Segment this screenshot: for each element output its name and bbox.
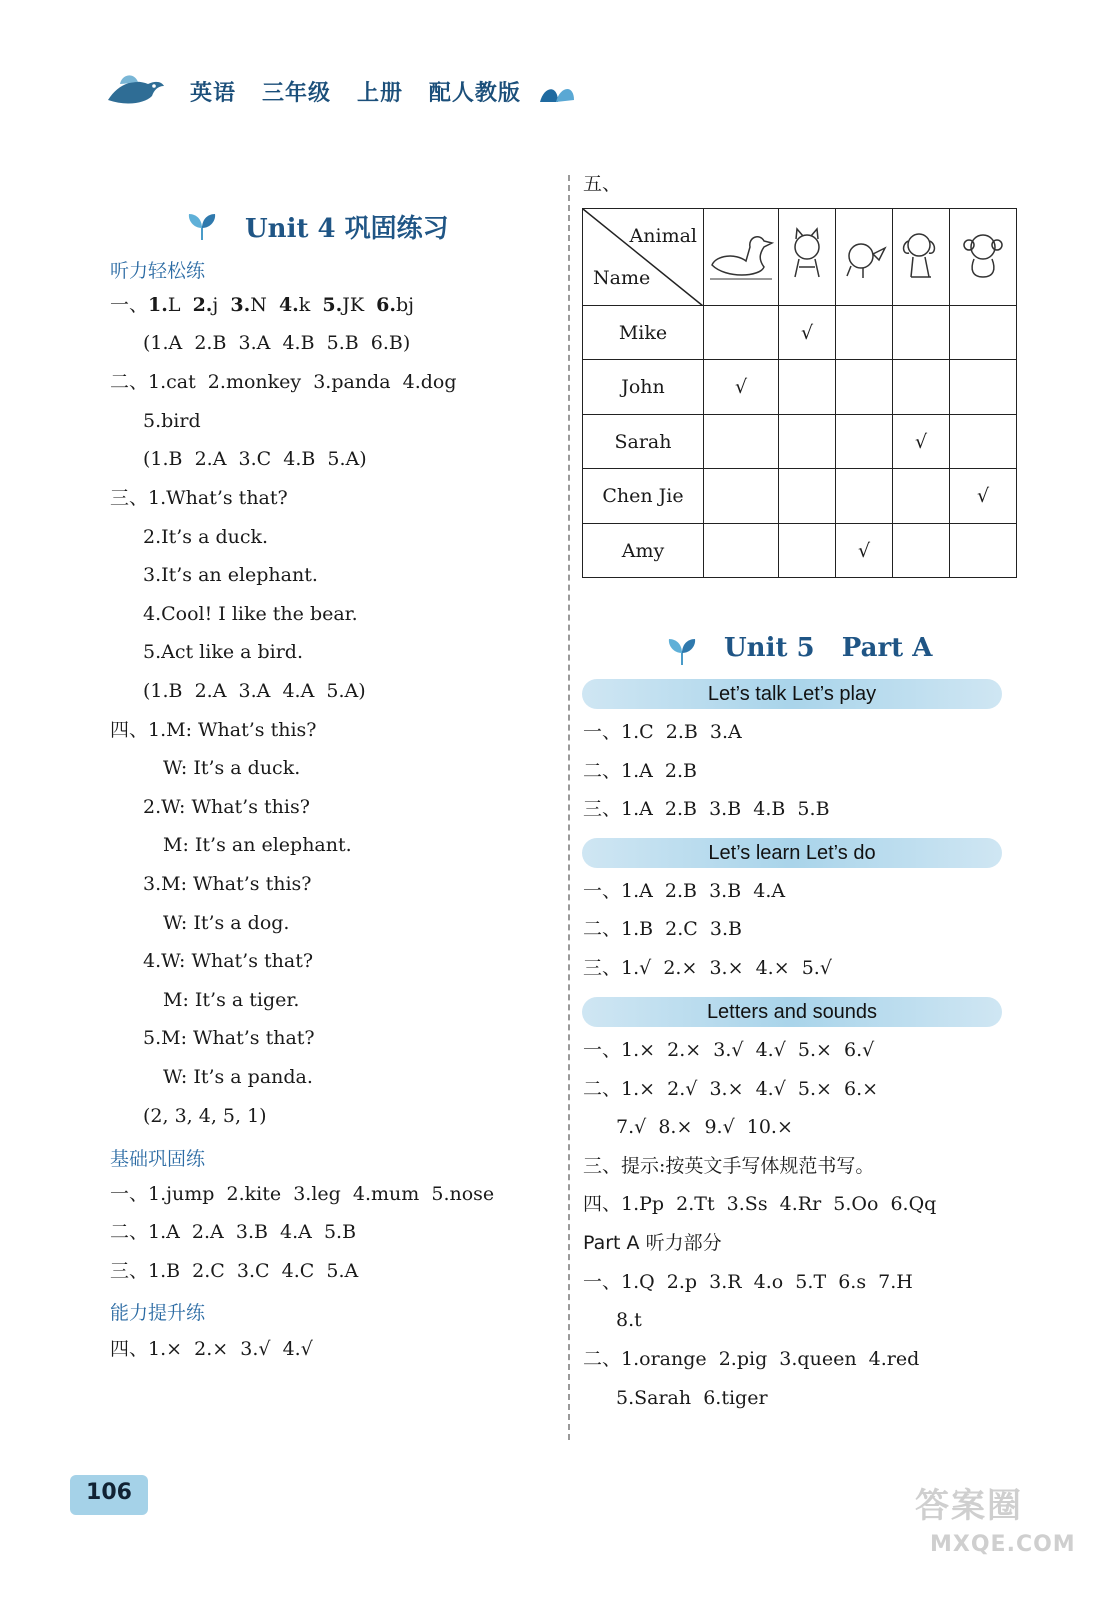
answer-line: Part A 听力部分: [583, 1232, 722, 1254]
answer-line: 四、1.M: What’s this?: [110, 719, 317, 741]
row-name: Chen Jie: [583, 469, 704, 524]
answer-line: (1.B 2.A 3.A 4.A 5.A): [143, 680, 366, 702]
section-advanced: 能力提升练: [110, 1302, 206, 1324]
check-cell: [893, 306, 950, 360]
answer-line: 二、1.orange 2.pig 3.queen 4.red: [583, 1348, 920, 1370]
row-name: Amy: [583, 524, 704, 578]
answer-line: 一、1.A 2.B 3.B 4.A: [583, 880, 786, 902]
answer-line: W: It’s a duck.: [163, 757, 301, 779]
answer-line: 三、1.A 2.B 3.B 4.B 5.B: [583, 798, 830, 820]
column-divider: [568, 175, 570, 1440]
check-cell: [950, 360, 1017, 415]
dog-icon: [893, 209, 950, 306]
answer-line: 2.W: What’s this?: [143, 796, 310, 818]
answer-line: 二、1.× 2.√ 3.× 4.√ 5.× 6.×: [583, 1078, 879, 1100]
cat-icon: [779, 209, 836, 306]
answer-line: 三、提示:按英文手写体规范书写。: [583, 1155, 875, 1177]
check-cell: [893, 524, 950, 578]
table-row: [583, 469, 1017, 524]
check-cell: [950, 415, 1017, 469]
answer-line: W: It’s a dog.: [163, 912, 290, 934]
question-five-label: 五、: [583, 173, 622, 195]
band-lets-learn: Let’s learn Let’s do: [582, 838, 1002, 868]
table-row: [583, 415, 1017, 469]
answer-line: 5.Act like a bird.: [143, 641, 304, 663]
table-row: [583, 306, 1017, 360]
answer-line: 二、1.cat 2.monkey 3.panda 4.dog: [110, 371, 457, 393]
answer-line: 二、1.A 2.A 3.B 4.A 5.B: [110, 1221, 357, 1243]
table-row: [583, 360, 1017, 415]
check-cell: [779, 360, 836, 415]
unit5-title: Unit 5 Part A: [724, 633, 933, 663]
monkey-icon: [950, 209, 1017, 306]
check-cell: √: [836, 524, 893, 578]
answer-line: 8.t: [616, 1309, 642, 1331]
check-cell: [950, 524, 1017, 578]
check-cell: [836, 360, 893, 415]
answer-line: 2.It’s a duck.: [143, 526, 269, 548]
check-cell: [779, 524, 836, 578]
table-row: [583, 524, 1017, 578]
answer-line: 4.Cool! I like the bear.: [143, 603, 358, 625]
animal-table: [582, 208, 1017, 578]
answer-line: 四、1.× 2.× 3.√ 4.√: [110, 1338, 313, 1360]
page-number: 106: [70, 1475, 148, 1515]
check-cell: [704, 524, 779, 578]
check-cell: √: [704, 360, 779, 415]
answer-line: 三、1.B 2.C 3.C 4.C 5.A: [110, 1260, 359, 1282]
header-title: 英语 三年级 上册 配人教版: [190, 81, 521, 106]
answer-line: (1.B 2.A 3.C 4.B 5.A): [143, 448, 367, 470]
check-cell: [779, 469, 836, 524]
answer-line: 二、1.B 2.C 3.B: [583, 918, 743, 940]
answer-line: 三、1.√ 2.× 3.× 4.× 5.√: [583, 957, 832, 979]
answer-line: 一、1.C 2.B 3.A: [583, 721, 742, 743]
answer-line: M: It’s an elephant.: [163, 834, 352, 856]
sprout-icon: [665, 635, 699, 667]
answer-line: (2, 3, 4, 5, 1): [143, 1105, 267, 1127]
answer-line: W: It’s a panda.: [163, 1066, 313, 1088]
check-cell: [704, 469, 779, 524]
check-cell: [893, 469, 950, 524]
duck-icon: [704, 209, 779, 306]
leaf-decoration-icon: [538, 82, 576, 106]
answer-line: 5.M: What’s that?: [143, 1027, 315, 1049]
unit4-title: Unit 4 巩固练习: [245, 214, 449, 244]
answer-line: (1.A 2.B 3.A 4.B 5.B 6.B): [143, 332, 411, 354]
answer-line: 4.W: What’s that?: [143, 950, 314, 972]
answer-line: 二、1.A 2.B: [583, 760, 698, 782]
check-cell: [836, 306, 893, 360]
bird-icon: [836, 209, 893, 306]
row-name: Sarah: [583, 415, 704, 469]
answer-line: 3.It’s an elephant.: [143, 564, 318, 586]
row-name: Mike: [583, 306, 704, 360]
answer-line: 5.bird: [143, 410, 201, 432]
section-basic: 基础巩固练: [110, 1148, 206, 1170]
answer-line: 三、1.What’s that?: [110, 487, 288, 509]
check-cell: √: [779, 306, 836, 360]
check-cell: [779, 415, 836, 469]
row-name: John: [583, 360, 704, 415]
check-cell: [836, 415, 893, 469]
check-cell: √: [893, 415, 950, 469]
watermark: 答案圈: [915, 1486, 1023, 1526]
check-cell: [950, 306, 1017, 360]
band-lets-talk: Let’s talk Let’s play: [582, 679, 1002, 709]
answer-line: 7.√ 8.× 9.√ 10.×: [616, 1116, 793, 1138]
answer-line: 一、1.× 2.× 3.√ 4.√ 5.× 6.√: [583, 1039, 875, 1061]
answer-line: 5.Sarah 6.tiger: [616, 1387, 768, 1409]
answer-line: 3.M: What’s this?: [143, 873, 312, 895]
answer-line: 四、1.Pp 2.Tt 3.Ss 4.Rr 5.Oo 6.Qq: [583, 1193, 937, 1215]
check-cell: [704, 415, 779, 469]
answer-line: 一、1.L 2.j 3.N 4.k 5.JK 6.bj: [110, 294, 415, 316]
check-cell: [704, 306, 779, 360]
corner-animal-label: Animal: [629, 225, 697, 247]
answer-line: M: It’s a tiger.: [163, 989, 300, 1011]
bird-logo-icon: [104, 70, 166, 110]
answer-line: 一、1.jump 2.kite 3.leg 4.mum 5.nose: [110, 1183, 495, 1205]
band-letters-sounds: Letters and sounds: [582, 997, 1002, 1027]
check-cell: [893, 360, 950, 415]
answer-line: 一、1.Q 2.p 3.R 4.o 5.T 6.s 7.H: [583, 1271, 913, 1293]
table-corner: [583, 209, 704, 306]
check-cell: √: [950, 469, 1017, 524]
sprout-icon: [185, 210, 219, 242]
corner-name-label: Name: [593, 267, 651, 289]
check-cell: [836, 469, 893, 524]
watermark-url: MXQE.COM: [930, 1532, 1076, 1557]
section-listening: 听力轻松练: [110, 260, 206, 282]
